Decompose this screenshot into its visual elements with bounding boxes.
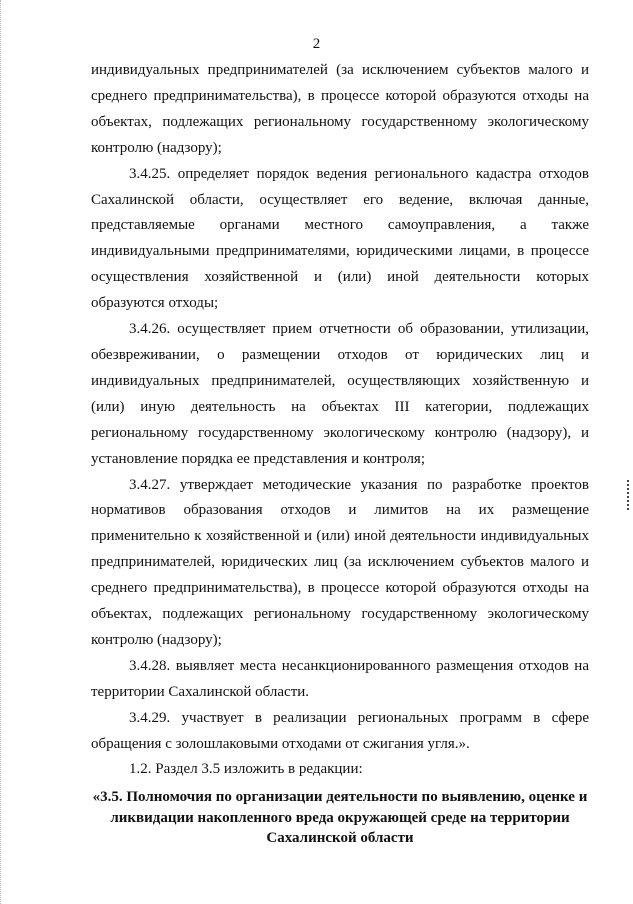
paragraph: 3.4.26. осуществляет прием отчетности об образовании, утилизации, обезвреживании, о размещении отходов от юридических лиц и индивидуальных предпринимателей, осуществляющих хозяйственную и (или) иную деятельность на объектах III категории, подлежащих региональному государственному экологическому контролю (надзору), и установление порядка ее представления и контроля; [91, 321, 589, 467]
paragraph: 3.4.25. определяет порядок ведения регионального кадастра отходов Сахалинской области, осуществляет его ведение, включая данные, представляемые органами местного самоуправления, а также индивидуальными предпринимателями, юридическими лицами, в процессе осуществления хозяйственной и (или) иной деятельности которых образуются отходы; [91, 165, 589, 312]
scan-edge [0, 0, 5, 904]
paragraph: 3.4.29. участвует в реализации региональных программ в сфере обращения с золошлаковыми отходами от сжигания угля.». [91, 709, 589, 752]
document-body [91, 58, 589, 783]
paragraph: 1.2. Раздел 3.5 изложить в редакции: [129, 761, 363, 778]
paragraph: 3.4.28. выявляет места несанкционированного размещения отходов на территории Сахалинской области. [91, 657, 589, 700]
scan-mark [627, 480, 631, 510]
section-heading: «3.5. Полномочия по организации деятельности по выявлению, оценке и ликвидации накопленного вреда окружающей среде на территории Сахалинской области [92, 789, 588, 846]
paragraph: индивидуальных предпринимателей (за исключением субъектов малого и среднего предпринимательства), в процессе которой образуются отходы на объектах, подлежащих региональному государственному экологическому контролю (надзору); [91, 62, 589, 156]
page-number: 2 [312, 36, 321, 52]
paragraph: 3.4.27. утверждает методические указания по разработке проектов нормативов образования отходов и лимитов на их размещение применительно к хозяйственной и (или) иной деятельности индивидуальных предпринимателей, юридических лиц (за исключением субъектов малого и среднего предпринимательства), в процессе которой образуются отходы на объектах, подлежащих региональному государственному экологическому контролю (надзору); [91, 476, 589, 648]
